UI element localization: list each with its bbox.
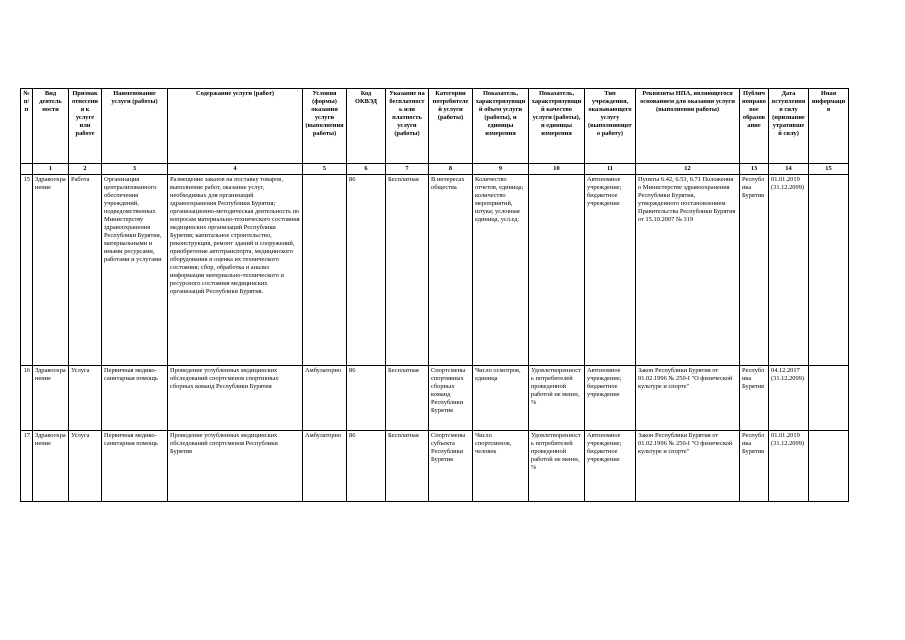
header-cell: Категории потребителей услуги (работы) bbox=[429, 89, 473, 164]
okved-code: 86 bbox=[347, 175, 386, 366]
header-cell: Тип учреждения, оказывающего услугу (выполняющего работу) bbox=[585, 89, 636, 164]
header-cell: Вид деятель ности bbox=[33, 89, 69, 164]
volume-indicator: Количество отчетов, единица; количество мероприятий, штука; условная единица, усл.ед. bbox=[473, 175, 529, 366]
column-number-cell: 13 bbox=[740, 164, 769, 175]
header-cell: Дата вступления в силу (признание утратившей силу) bbox=[769, 89, 809, 164]
volume-indicator: Число осмотров, единица bbox=[473, 366, 529, 431]
activity-type: Здравоохранение bbox=[33, 366, 69, 431]
service-content: Размещение заказов на поставку товаров, выполнение работ, оказание услуг, необходимых для организаций здравоохранения Республики Бурятия; организационно-методическая деятельность по вопросам материально-технического состояния медицинских организаций Республики Бурятия; капитальное строительство, реконструкция, ремонт зданий и сооружений, приобретение автотранспорта, медицинского оборудования и оценка их технического состояния; сбор, обработка и анализ информации материально-технического и ресурсного состояния медицинских организаций Республики Бурятия. bbox=[168, 175, 303, 366]
header-cell: Иная информация bbox=[809, 89, 849, 164]
header-cell: Реквизиты НПА, являющегося основанием для оказания услуги (выполнения работы) bbox=[636, 89, 740, 164]
legal-basis: Закон Республики Бурятия от 01.02.1996 № 250-I "О физической культуре и спорте" bbox=[636, 431, 740, 502]
column-number-cell: 8 bbox=[429, 164, 473, 175]
column-number-cell: 12 bbox=[636, 164, 740, 175]
quality-indicator bbox=[529, 175, 585, 366]
header-cell: Показатель, характеризующий объем услуги (работы), и единицы измерения bbox=[473, 89, 529, 164]
header-cell: Публичноправовое образование bbox=[740, 89, 769, 164]
column-number-cell: 4 bbox=[168, 164, 303, 175]
table-row bbox=[21, 366, 849, 431]
service-conditions: Амбулаторно bbox=[303, 366, 347, 431]
activity-type: Здравоохранение bbox=[33, 431, 69, 502]
column-number-cell: 6 bbox=[347, 164, 386, 175]
other-info bbox=[809, 431, 849, 502]
column-number-cell: 1 bbox=[33, 164, 69, 175]
service-or-work: Работа bbox=[69, 175, 102, 366]
column-number-cell: 11 bbox=[585, 164, 636, 175]
table-row bbox=[21, 431, 849, 502]
column-number-cell: 7 bbox=[386, 164, 429, 175]
institution-type: Автономное учреждение; бюджетное учреждение bbox=[585, 175, 636, 366]
row-number: 16 bbox=[21, 366, 33, 431]
column-number-cell: 15 bbox=[809, 164, 849, 175]
service-name: Первичная медико-санитарная помощь bbox=[102, 431, 168, 502]
public-entity: Республика Бурятия bbox=[740, 431, 769, 502]
column-number-cell: 14 bbox=[769, 164, 809, 175]
row-number: 15 bbox=[21, 175, 33, 366]
service-conditions bbox=[303, 175, 347, 366]
payment-status: Бесплатная bbox=[386, 431, 429, 502]
institution-type: Автономное учреждение; бюджетное учреждение bbox=[585, 366, 636, 431]
header-cell: № п/п bbox=[21, 89, 33, 164]
header-cell: Показатель, характеризующий качество услуги (работы), и единицы измерения bbox=[529, 89, 585, 164]
column-number-cell: 2 bbox=[69, 164, 102, 175]
quality-indicator: Удовлетворенность потребителей проведенной работой не менее, % bbox=[529, 431, 585, 502]
institution-type: Автономное учреждение; бюджетное учреждение bbox=[585, 431, 636, 502]
okved-code: 86 bbox=[347, 366, 386, 431]
row-number: 17 bbox=[21, 431, 33, 502]
other-info bbox=[809, 366, 849, 431]
services-register-table bbox=[20, 88, 849, 502]
service-conditions: Амбулаторно bbox=[303, 431, 347, 502]
service-or-work: Услуга bbox=[69, 366, 102, 431]
service-or-work: Услуга bbox=[69, 431, 102, 502]
column-number-cell: 10 bbox=[529, 164, 585, 175]
header-cell: Признак отнесения к услуге или работе bbox=[69, 89, 102, 164]
header-cell: Указание на бесплатность или платность услуги (работы) bbox=[386, 89, 429, 164]
legal-basis: Закон Республики Бурятия от 01.02.1996 № 250-I "О физической культуре и спорте" bbox=[636, 366, 740, 431]
activity-type: Здравоохранение bbox=[33, 175, 69, 366]
header-cell: Содержание услуги (работ) bbox=[168, 89, 303, 164]
effective-date: 01.01.2019 (31.12.2099) bbox=[769, 175, 809, 366]
service-name: Организация централизованного обеспечения учреждений, подведомственных Министерству здравоохранения Республики Бурятия, материальными и иными ресурсами, работами и услугами bbox=[102, 175, 168, 366]
column-number-row bbox=[21, 164, 849, 175]
service-content: Проведение углубленных медицинских обследований спортсменов спортивных сборных команд Республики Бурятия bbox=[168, 366, 303, 431]
consumer-category: В интересах общества bbox=[429, 175, 473, 366]
consumer-category: Спортсмены субъекта Республики Бурятия bbox=[429, 431, 473, 502]
payment-status: Бесплатная bbox=[386, 175, 429, 366]
okved-code: 86 bbox=[347, 431, 386, 502]
effective-date: 01.01.2019 (31.12.2099) bbox=[769, 431, 809, 502]
header-row bbox=[21, 89, 849, 164]
payment-status: Бесплатная bbox=[386, 366, 429, 431]
header-cell: Условия (формы) оказания услуги (выполнения работы) bbox=[303, 89, 347, 164]
quality-indicator: Удовлетворенность потребителей проведенной работой не менее, % bbox=[529, 366, 585, 431]
column-number-cell: 3 bbox=[102, 164, 168, 175]
header-cell: Наименование услуги (работы) bbox=[102, 89, 168, 164]
other-info bbox=[809, 175, 849, 366]
effective-date: 04.12.2017 (31.12.2099) bbox=[769, 366, 809, 431]
column-number-cell: 9 bbox=[473, 164, 529, 175]
service-name: Первичная медико-санитарная помощь bbox=[102, 366, 168, 431]
service-content: Проведение углубленных медицинских обследований спортсменов Республики Бурятия bbox=[168, 431, 303, 502]
volume-indicator: Число спортсменов, человек bbox=[473, 431, 529, 502]
column-number-cell: 5 bbox=[303, 164, 347, 175]
header-cell: Код ОКВЭД bbox=[347, 89, 386, 164]
public-entity: Республика Бурятия bbox=[740, 366, 769, 431]
public-entity: Республика Бурятия bbox=[740, 175, 769, 366]
legal-basis: Пункты 6.42, 6.53, 6.71 Положения о Министерстве здравоохранения Республики Бурятия, утвержденного постановлением Правительства Республики Бурятия от 15.10.2007 № 319 bbox=[636, 175, 740, 366]
table-row bbox=[21, 175, 849, 366]
column-number-cell bbox=[21, 164, 33, 175]
consumer-category: Спортсмены спортивных сборных команд Республики Бурятия bbox=[429, 366, 473, 431]
